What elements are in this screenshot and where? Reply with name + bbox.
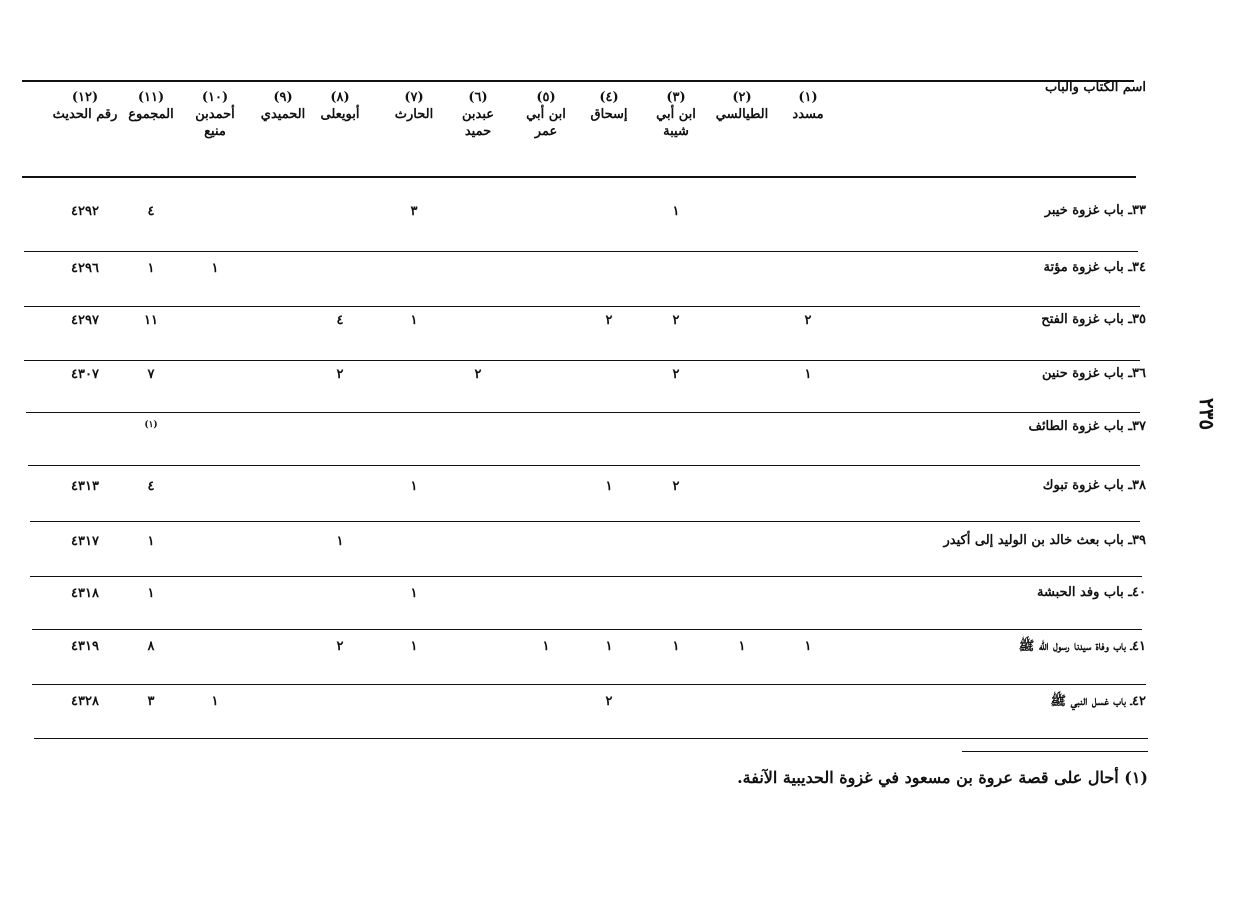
table-cell-c12: ٤٣٠٧ [71, 367, 99, 382]
row-rule [24, 306, 1140, 307]
book-chapter-header: اسم الكتاب والباب [1044, 80, 1146, 95]
column-number: (٥) [536, 90, 556, 105]
column-number: (١١) [137, 90, 165, 105]
table-cell-c11: ٣ [147, 694, 155, 709]
table-cell-c8: ٤ [336, 313, 344, 328]
header-bottom-rule [22, 176, 1136, 178]
column-name: ابن أبي عمر [526, 107, 566, 139]
column-number: (٤) [599, 90, 619, 105]
table-cell-c4: ٢ [605, 694, 613, 709]
table-cell-c7: ١ [410, 313, 418, 328]
table-cell-c12: ٤٢٩٢ [71, 204, 99, 219]
table-cell-c3: ٢ [672, 479, 680, 494]
page-number: ٢٣٥ [1195, 397, 1220, 431]
row-label: ٣٣ـ باب غزوة خيبر [1044, 203, 1146, 218]
table-cell-c4: ١ [605, 639, 613, 654]
row-rule [24, 360, 1140, 361]
row-rule [30, 521, 1140, 522]
row-rule [34, 738, 1148, 739]
column-number: (٨) [330, 90, 350, 105]
table-cell-c11: ١ [147, 534, 155, 549]
table-cell-c10: ١ [211, 261, 219, 276]
row-label: ٤٠ـ باب وفد الحبشة [1037, 585, 1146, 600]
table-cell-c7: ١ [410, 479, 418, 494]
table-cell-c8: ١ [336, 534, 344, 549]
column-name: المجموع [128, 107, 174, 122]
column-header-9 [244, 89, 322, 123]
table-cell-c8: ٢ [336, 639, 344, 654]
table-cell-c11: ١ [147, 586, 155, 601]
table-cell-c11: ٨ [147, 639, 155, 654]
footnote: (١) أحال على قصة عروة بن مسعود في غزوة الحديبية الآنفة. [737, 768, 1148, 787]
column-header-3 [637, 89, 715, 140]
row-rule [24, 251, 1138, 252]
table-cell-c3: ١ [672, 204, 680, 219]
column-header-7 [375, 89, 453, 123]
footnote-separator [962, 751, 1148, 752]
table-cell-c12: ٤٢٩٦ [71, 261, 99, 276]
table-cell-c7: ١ [410, 639, 418, 654]
table-top-rule [22, 80, 1134, 82]
column-header-5 [507, 89, 585, 140]
table-cell-c11: ١ [147, 261, 155, 276]
table-cell-c1: ١ [804, 367, 812, 382]
table-cell-c3: ٢ [672, 313, 680, 328]
row-label: ٣٧ـ باب غزوة الطائف [1028, 419, 1146, 434]
table-cell-c12: ٤٢٩٧ [71, 313, 99, 328]
row-label: ٣٤ـ باب غزوة مؤتة [1043, 260, 1146, 275]
table-cell-c10: ١ [211, 694, 219, 709]
row-label: ٣٦ـ باب غزوة حنين [1041, 366, 1146, 381]
table-cell-c6: ٢ [474, 367, 482, 382]
row-label: ٤١ـ باب وفاة سيدنا رسول الله ﷺ [1018, 639, 1146, 654]
column-name: الطيالسي [715, 107, 769, 122]
row-rule [28, 465, 1140, 466]
table-cell-c3: ١ [672, 639, 680, 654]
column-number: (١) [798, 90, 818, 105]
column-name: الحارث [394, 107, 434, 122]
column-number: (٩) [273, 90, 293, 105]
table-cell-c11: ٤ [147, 479, 155, 494]
table-cell-c3: ٢ [672, 367, 680, 382]
row-label: ٣٥ـ باب غزوة الفتح [1041, 312, 1146, 327]
table-cell-c7: ١ [410, 586, 418, 601]
table-cell-c11: ٤ [147, 204, 155, 219]
column-name: مسدد [792, 107, 824, 122]
row-rule [32, 684, 1146, 685]
table-cell-c1: ١ [804, 639, 812, 654]
table-cell-c11: ١١ [144, 313, 158, 328]
table-cell-c1: ٢ [804, 313, 812, 328]
table-cell-c5: ١ [542, 639, 550, 654]
column-number: (٧) [404, 90, 424, 105]
column-name: الحميدي [260, 107, 306, 122]
table-cell-c12: ٤٣١٨ [71, 586, 99, 601]
table-cell-c11: (١) [144, 420, 158, 430]
table-cell-c11: ٧ [147, 367, 155, 382]
column-header-12 [46, 89, 124, 123]
column-name: رقم الحديث [52, 107, 118, 122]
column-number: (١٠) [201, 90, 229, 105]
column-name: أبويعلى [320, 107, 360, 122]
column-name: أحمدبن منيع [195, 107, 235, 139]
table-cell-c12: ٤٣١٧ [71, 534, 99, 549]
table-cell-c12: ٤٣١٩ [71, 639, 99, 654]
table-cell-c12: ٤٣٢٨ [71, 694, 99, 709]
column-number: (٣) [666, 90, 686, 105]
column-number: (١٢) [71, 90, 99, 105]
table-cell-c2: ١ [738, 639, 746, 654]
table-cell-c12: ٤٣١٣ [71, 479, 99, 494]
column-name: عبدبن حميد [461, 107, 495, 139]
row-label: ٣٩ـ باب بعث خالد بن الوليد إلى أكيدر [943, 533, 1146, 548]
table-cell-c4: ٢ [605, 313, 613, 328]
row-rule [32, 629, 1142, 630]
row-label: ٣٨ـ باب غزوة تبوك [1042, 478, 1146, 493]
row-rule [26, 412, 1140, 413]
row-label: ٤٢ـ باب غسل النبي ﷺ [1050, 694, 1146, 709]
column-name: إسحاق [590, 107, 628, 122]
column-number: (٦) [468, 90, 488, 105]
row-rule [30, 576, 1142, 577]
table-cell-c8: ٢ [336, 367, 344, 382]
table-cell-c4: ١ [605, 479, 613, 494]
column-name: ابن أبي شيبة [656, 107, 696, 139]
table-cell-c7: ٣ [410, 204, 418, 219]
column-number: (٢) [732, 90, 752, 105]
